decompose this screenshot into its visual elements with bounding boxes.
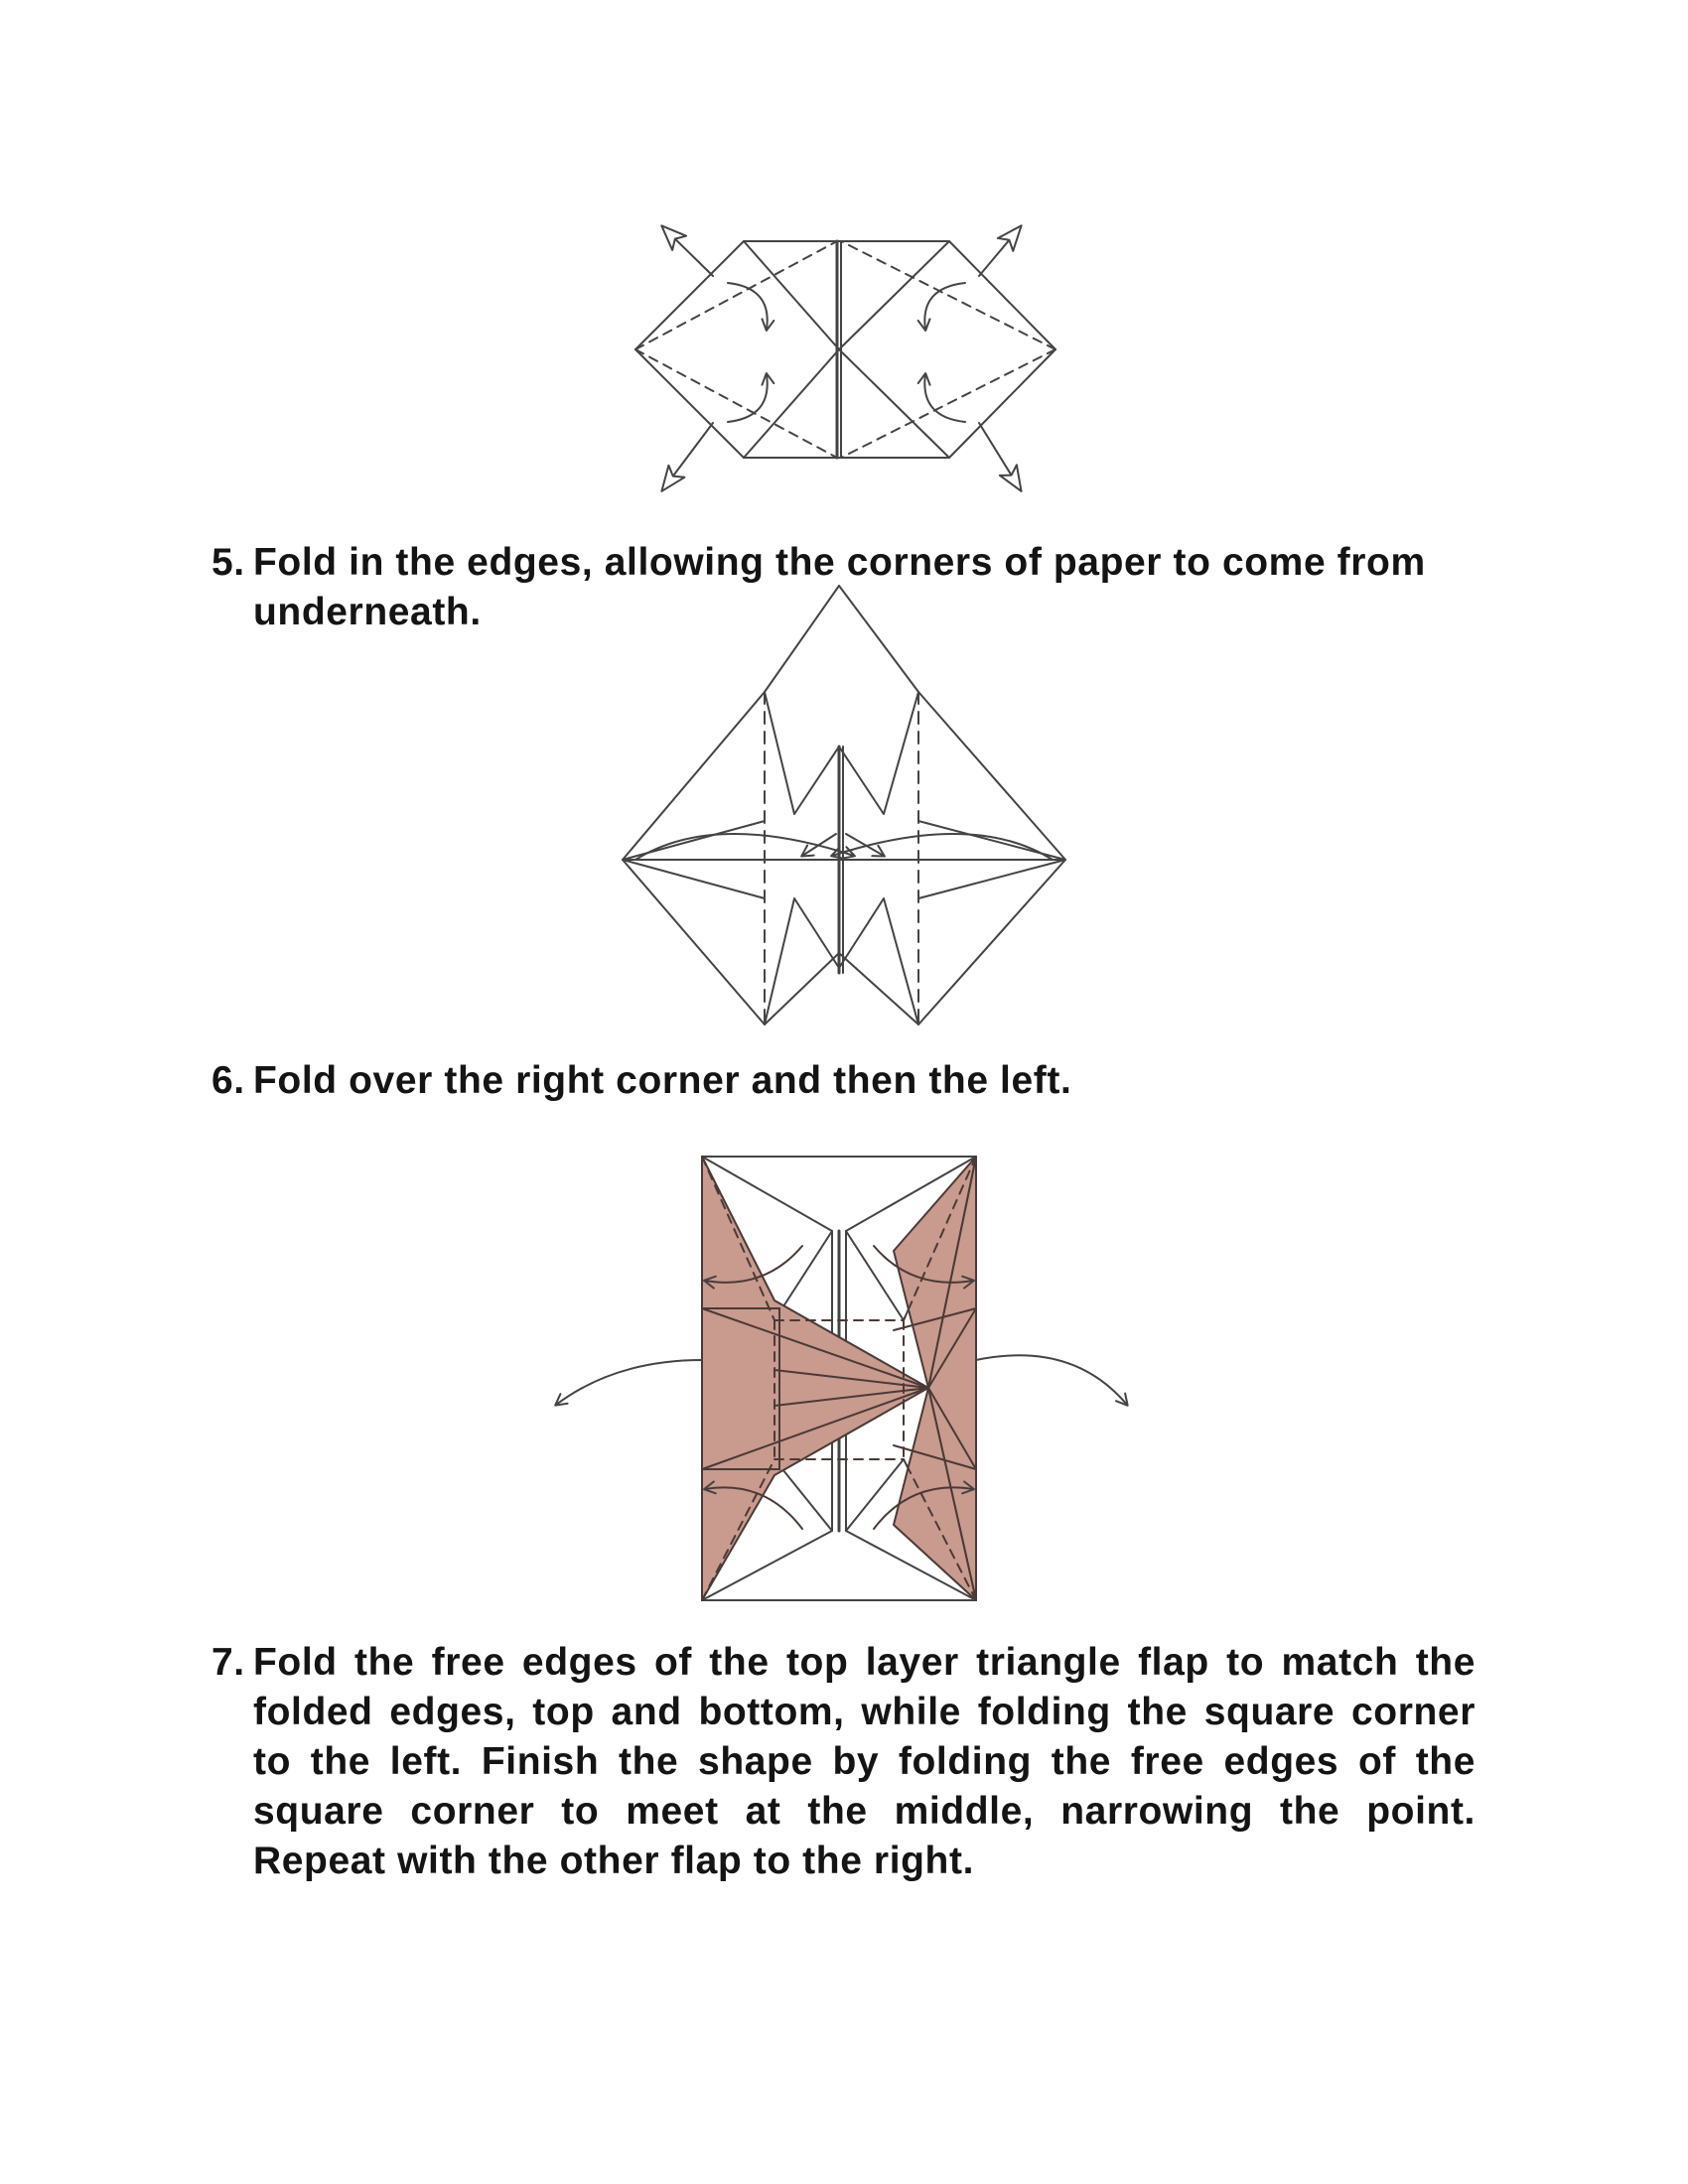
step-6-diagram — [623, 586, 1065, 1024]
step-5-outline — [635, 241, 1055, 458]
step-7-instruction — [211, 1638, 1476, 1886]
step-5-diagram — [635, 226, 1055, 490]
step-7-arrow-left — [556, 1360, 702, 1405]
step-number: 6. — [211, 1059, 245, 1102]
step-5-valley-folds — [635, 241, 1055, 458]
step-7-arrow-right — [976, 1355, 1127, 1405]
step-number: 5. — [211, 541, 245, 584]
step-5-pull-arrow — [662, 226, 713, 276]
step-text: Fold over the right corner and then the left. — [253, 1059, 1072, 1102]
step-7-diagram — [556, 1157, 1127, 1600]
step-text: Fold the free edges of the top layer triangle flap to match the folded edges, top and bottom, while folding the square corner to the left. Finish the shape by folding the free edges of the square corner to meet at the middle, narrowing the point. Repeat with the other flap to the right. — [253, 1641, 1476, 1882]
step-text: Fold in the edges, allowing the corners of paper to come from underneath. — [253, 541, 1426, 633]
step-7-colored-flap-left — [702, 1157, 928, 1600]
step-6-valley-folds — [765, 692, 918, 1024]
step-6-instruction — [211, 1056, 1476, 1106]
step-number: 7. — [211, 1641, 245, 1684]
step-5-instruction — [211, 538, 1476, 637]
